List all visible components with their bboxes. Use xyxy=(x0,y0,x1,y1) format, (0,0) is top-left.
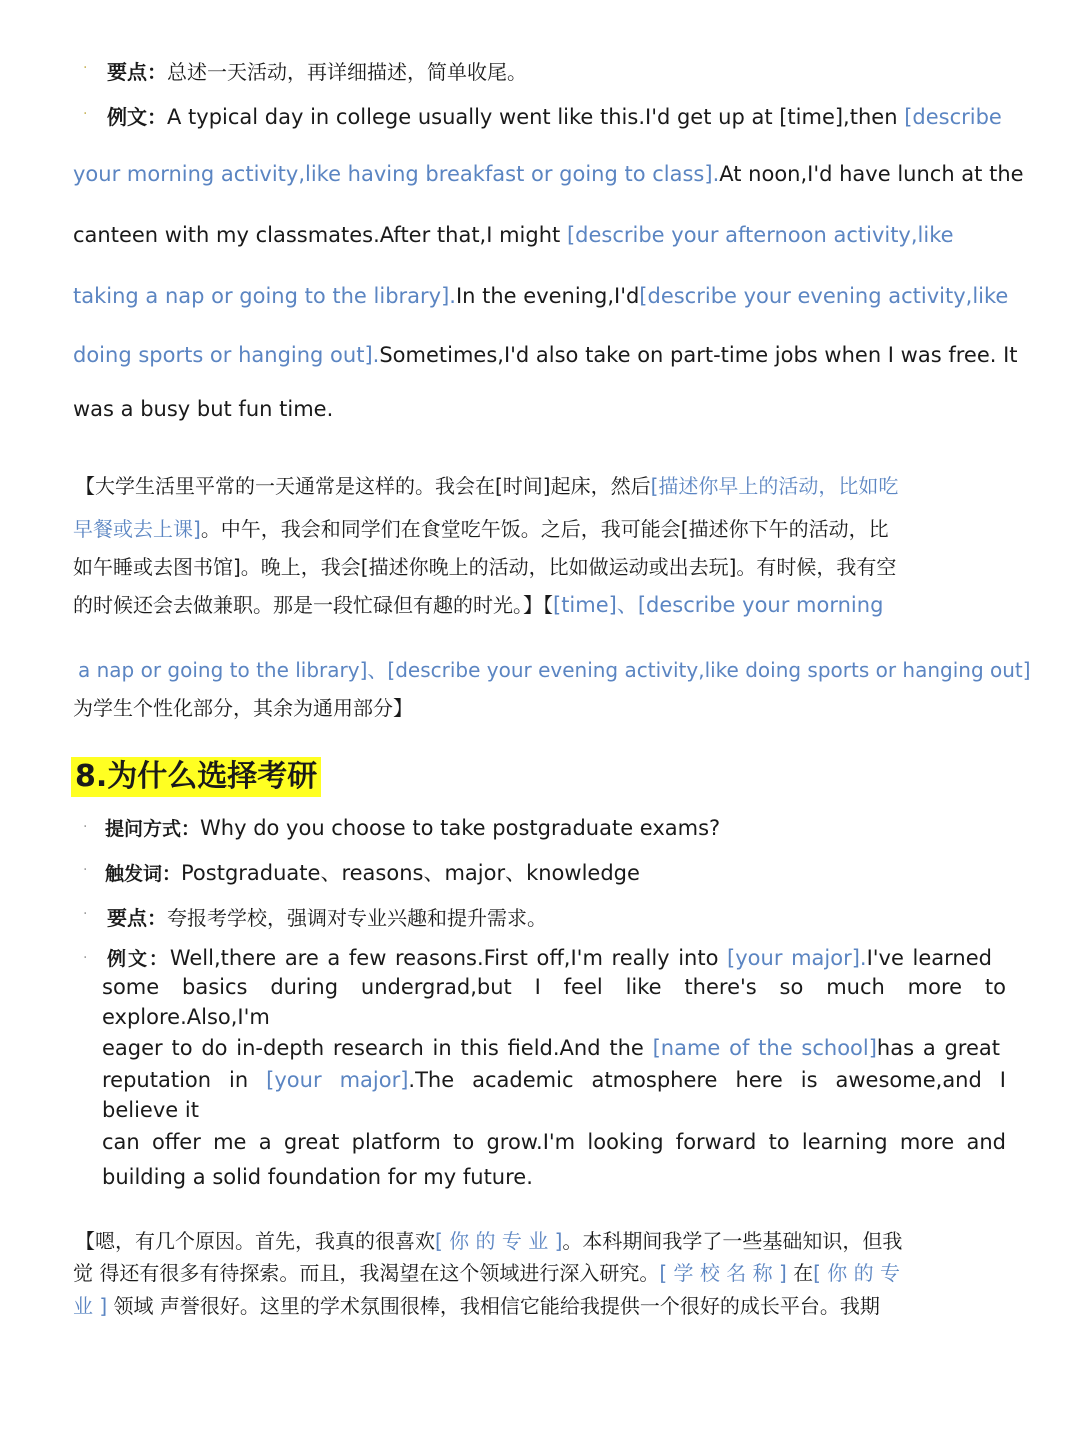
example-line-6 xyxy=(73,397,333,421)
translation-line-1 xyxy=(75,470,898,499)
answer-line-3 xyxy=(102,1005,270,1029)
question-label: 提问方式： xyxy=(105,818,201,840)
example-label: 例文： xyxy=(107,105,167,129)
bullet-dot: · xyxy=(83,906,88,922)
placeholder-text: [time]、[describe your morning xyxy=(553,593,884,617)
points-line xyxy=(107,56,527,85)
placeholder-text: [describe your afternoon activity,like xyxy=(566,223,954,247)
bullet-dot: · xyxy=(83,60,88,76)
translation-text: 。本科期间我学了一些基础知识，但我 xyxy=(562,1229,903,1253)
example-line-3 xyxy=(73,223,954,247)
example-text: believe it xyxy=(102,1098,199,1122)
example-line-5 xyxy=(73,343,1018,367)
placeholder-text: doing sports or hanging out]. xyxy=(73,343,380,367)
example-text: has a great xyxy=(876,1036,1000,1060)
example-label: 例文： xyxy=(107,948,170,970)
example-text: was a busy but fun time. xyxy=(73,397,334,421)
example-line-4 xyxy=(73,284,1008,308)
translation-line-3 xyxy=(73,551,896,580)
translation-text: 觉 得还有很多有待探索。而且，我渴望在这个领域进行深入研究。 xyxy=(73,1261,660,1285)
placeholder-text: [describe your evening activity,like xyxy=(639,284,1009,308)
answer-line-8 xyxy=(102,1165,533,1189)
trigger-text: Postgraduate、reasons、major、knowledge xyxy=(181,861,640,885)
example-text: In the evening,I'd xyxy=(455,284,640,308)
translation-text: 的时候还会去做兼职。那是一段忙碌但有趣的时光。】【 xyxy=(73,593,553,617)
translation-line-1 xyxy=(75,1225,902,1254)
translation-line-2 xyxy=(73,513,889,542)
question-line xyxy=(105,814,720,841)
bullet-dot: · xyxy=(83,819,88,835)
points-label: 要点： xyxy=(107,60,167,84)
question-text: Why do you choose to take postgraduate exams? xyxy=(200,816,721,840)
translation-text: 领域 声誉很好。这里的学术氛围很棒，我相信它能给我提供一个很好的成长平台。我期 xyxy=(107,1294,880,1318)
example-text: some basics during undergrad,but I feel like there's so much more to xyxy=(102,975,1006,999)
example-text: reputation in xyxy=(102,1068,267,1092)
example-text: eager to do in-depth research in this field.And the xyxy=(102,1036,653,1060)
example-line-1 xyxy=(107,101,1002,130)
example-text: Sometimes,I'd also take on part-time jobs when I was free. It xyxy=(379,343,1018,367)
answer-line-1 xyxy=(107,944,992,971)
translation-text: 如午睡或去图书馆]。晚上，我会[描述你晚上的活动，比如做运动或出去玩]。有时候，我有空 xyxy=(73,555,897,579)
translation-line-6 xyxy=(73,692,413,721)
translation-text: 在 xyxy=(786,1261,814,1285)
bullet-dot: · xyxy=(83,106,88,122)
example-line-2 xyxy=(73,162,1024,186)
placeholder-text: taking a nap or going to the library]. xyxy=(73,284,456,308)
translation-line-2 xyxy=(73,1257,900,1286)
points-text: 总述一天活动，再详细描述，简单收尾。 xyxy=(167,60,527,84)
placeholder-text: [your major] xyxy=(266,1068,409,1092)
placeholder-text: a nap or going to the library]、[describe your evening activity,like doing sports or hanging out] xyxy=(78,658,1031,682)
trigger-line xyxy=(105,857,640,887)
translation-line-4 xyxy=(73,589,883,619)
translation-text: 。中午，我会和同学们在食堂吃午饭。之后，我可能会[描述你下午的活动，比 xyxy=(200,517,889,541)
example-text: .The academic atmosphere here is awesome,and I xyxy=(408,1068,1006,1092)
placeholder-text: your morning activity,like having breakfast or going to class]. xyxy=(73,162,720,186)
placeholder-text: 业 ] xyxy=(73,1294,108,1318)
translation-line-3 xyxy=(73,1290,880,1319)
answer-line-2 xyxy=(102,975,1006,999)
trigger-label: 触发词： xyxy=(105,863,182,885)
answer-line-7 xyxy=(102,1130,1006,1154)
translation-text: 为学生个性化部分，其余为通用部分】 xyxy=(73,696,413,720)
bullet-dot: · xyxy=(83,862,88,878)
placeholder-text: [ 你 的 专 业 ] xyxy=(435,1229,563,1253)
example-text: explore.Also,I'm xyxy=(102,1005,270,1029)
placeholder-text: [describe xyxy=(904,105,1002,129)
section-heading: 8.为什么选择考研 xyxy=(71,757,321,797)
example-text: A typical day in college usually went like this.I'd get up at [time],then xyxy=(167,105,905,129)
translation-text: 【嗯，有几个原因。首先，我真的很喜欢 xyxy=(75,1229,435,1253)
answer-line-5 xyxy=(102,1068,1006,1092)
answer-line-4 xyxy=(102,1036,1000,1060)
example-text: canteen with my classmates.After that,I might xyxy=(73,223,567,247)
placeholder-text: [ 学 校 名 称 ] xyxy=(659,1261,787,1285)
example-text: Well,there are a few reasons.First off,I'm really into xyxy=(169,946,728,970)
example-text: can offer me a great platform to grow.I'm looking forward to learning more and xyxy=(102,1130,1006,1154)
translation-line-5 xyxy=(78,654,1031,683)
example-text: I've learned xyxy=(866,946,992,970)
points-line xyxy=(107,902,547,931)
translation-text: 【大学生活里平常的一天通常是这样的。我会在[时间]起床，然后 xyxy=(75,474,651,498)
answer-line-6 xyxy=(102,1098,199,1122)
placeholder-text: [描述你早上的活动，比如吃 xyxy=(650,474,899,498)
points-label: 要点： xyxy=(107,906,167,930)
placeholder-text: [ 你 的 专 xyxy=(813,1261,900,1285)
placeholder-text: [name of the school] xyxy=(652,1036,877,1060)
example-text: building a solid foundation for my future. xyxy=(102,1165,533,1189)
placeholder-text: [your major]. xyxy=(727,946,867,970)
placeholder-text: 早餐或去上课] xyxy=(73,517,201,541)
example-text: At noon,I'd have lunch at the xyxy=(719,162,1024,186)
bullet-dot: · xyxy=(83,950,88,966)
points-text: 夸报考学校，强调对专业兴趣和提升需求。 xyxy=(167,906,547,930)
